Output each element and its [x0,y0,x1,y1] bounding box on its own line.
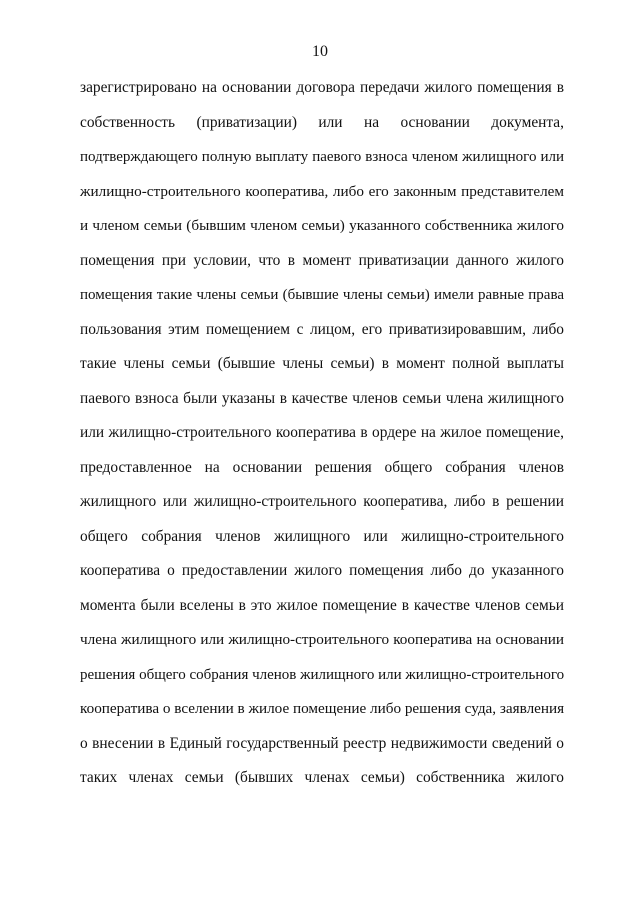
text-line: зарегистрировано на основании договора передачи жилого помещения в [80,79,564,96]
body-text [80,78,564,803]
text-line: и членом семьи (бывшим членом семьи) указанного собственника жилого [80,217,564,234]
text-line: момента были вселены в это жилое помещение в качестве членов семьи [80,596,564,614]
text-line: или жилищно-строительного кооператива в ордере на жилое помещение, [80,424,564,441]
page-number: 10 [312,43,328,60]
text-line: общего собрания членов жилищного или жилищно-строительного [80,527,564,545]
text-line: члена жилищного или жилищно-строительного кооператива на основании [80,631,564,648]
text-line: таких членах семьи (бывших членах семьи) собственника жилого [80,769,564,786]
text-line: такие члены семьи (бывшие члены семьи) в момент полной выплаты [80,355,564,372]
text-line: жилищного или жилищно-строительного кооператива, либо в решении [80,493,564,510]
text-line: жилищно-строительного кооператива, либо его законным представителем [80,182,564,200]
text-line: кооператива о предоставлении жилого помещения либо до указанного [80,562,564,579]
text-line: паевого взноса были указаны в качестве членов семьи члена жилищного [80,389,564,407]
text-line: кооператива о вселении в жилое помещение либо решения суда, заявления [80,700,565,717]
text-line: помещения такие члены семьи (бывшие члены семьи) имели равные права [80,287,564,303]
text-line: пользования этим помещением с лицом, его приватизировавшим, либо [80,320,564,338]
text-line: подтверждающего полную выплату паевого взноса членом жилищного или [80,149,564,165]
text-line: о внесении в Единый государственный реестр недвижимости сведений о [80,734,564,752]
text-line: предоставленное на основании решения общего собрания членов [80,458,564,476]
text-line: помещения при условии, что в момент приватизации данного жилого [80,251,564,269]
text-line: решения общего собрания членов жилищного или жилищно-строительного [80,666,565,683]
text-line: собственность (приватизации) или на основании документа, [80,113,564,131]
